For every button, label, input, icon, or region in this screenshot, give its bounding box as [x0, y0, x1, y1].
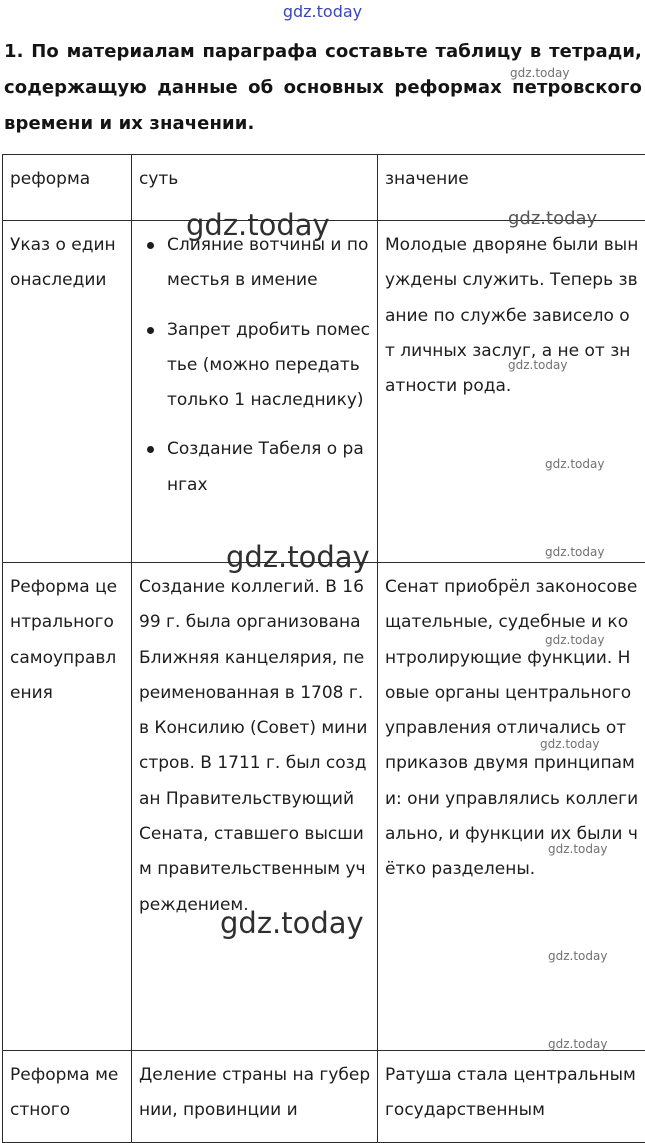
watermark: gdz.today — [510, 66, 569, 80]
watermark: gdz.today — [226, 540, 370, 574]
task-text: 1. По материалам параграфа составьте таблицу в тетради, содержащую данные об основных реформах петровского времени и их значении. — [4, 34, 642, 142]
reform-cell: Реформа центрального самоуправления — [3, 563, 132, 1051]
reforms-table — [2, 154, 645, 1143]
essence-bullet-list — [139, 228, 371, 503]
reform-cell: Указ о единонаследии — [3, 221, 132, 563]
header-significance: значение — [378, 155, 645, 221]
site-label-top: gdz.today — [0, 2, 645, 21]
significance-cell: Сенат приобрёл законосовещательные, судебные и контролирующие функции. Новые органы центрального управления отличались от приказов двумя принципами: они управлялись коллегиально, и функции их были чётко разделены. — [378, 563, 645, 1051]
significance-cell: Ратуша стала центральным государственным — [378, 1051, 645, 1143]
watermark: gdz.today — [545, 457, 604, 471]
essence-cell — [132, 221, 378, 563]
list-item: Создание Табеля о рангах — [167, 432, 371, 503]
watermark: gdz.today — [548, 949, 607, 963]
watermark: gdz.today — [508, 358, 567, 372]
significance-cell: Молодые дворяне были вынуждены служить. Теперь звание по службе зависело от личных заслуг, а не от знатности рода. — [378, 221, 645, 563]
header-reform: реформа — [3, 155, 132, 221]
list-item: Слияние вотчины и поместья в имение — [167, 228, 371, 299]
table-row — [3, 1051, 645, 1143]
table-row — [3, 221, 645, 563]
watermark: gdz.today — [220, 906, 364, 940]
watermark: gdz.today — [545, 633, 604, 647]
watermark: gdz.today — [545, 545, 604, 559]
essence-cell: Создание коллегий. В 1699 г. была организована Ближняя канцелярия, переименованная в 1708 г. в Консилию (Совет) министров. В 1711 г. был создан Правительствующий Сената, ставшего высшим правительственным учреждением. — [132, 563, 378, 1051]
watermark: gdz.today — [186, 208, 330, 242]
list-item: Запрет дробить поместье (можно передать только 1 наследнику) — [167, 313, 371, 419]
reform-cell: Реформа местного — [3, 1051, 132, 1143]
header-essence: суть — [132, 155, 378, 221]
essence-cell: Деление страны на губернии, провинции и — [132, 1051, 378, 1143]
watermark: gdz.today — [548, 842, 607, 856]
watermark: gdz.today — [508, 208, 597, 229]
watermark: gdz.today — [540, 737, 599, 751]
watermark: gdz.today — [548, 1037, 607, 1051]
